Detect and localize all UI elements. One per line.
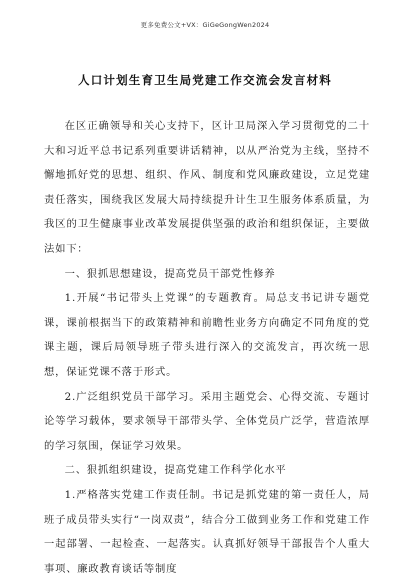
section-heading-2: 二、狠抓组织建设，提高党建工作科学化水平 [64, 464, 287, 477]
paragraph-2-1: 1.严格落实党建工作责任制。书记是抓党建的第一责任人，局班子成员带头实行“一岗双责”，结合分工做到业务工作和党建工作一起部署、一起检查、一起落实。认真抓好领导干部报告个人重大事项、廉政教育谈话等制度 [44, 488, 370, 575]
document-body [44, 114, 370, 581]
paragraph-intro: 在区正确领导和关心支持下，区计卫局深入学习贯彻党的二十大和习近平总书记系列重要讲话精神，以从严治党为主线，坚持不懈地抓好党的思想、组织、作风、制度和党风廉政建设，立足党建责任落实，围绕我区发展大局持续提升计生卫生服务体系质量，为我区的卫生健康事业改革发展提供坚强的政治和组织保证，主要做法如下： [44, 120, 370, 255]
paragraph-1-1: 1.开展“书记带头上党课”的专题教育。局总支书记讲专题党课，课前根据当下的政策精神和前瞻性业务方向确定不同角度的党课主题，课后局领导班子带头进行深入的交流发言，再次统一思想，保证党课不落于形式。 [44, 292, 370, 378]
document-title: 人口计划生育卫生局党建工作交流会发言材料 [78, 73, 332, 87]
header-note: 更多免费公文+VX：GiGeGongWen2024 [140, 21, 270, 29]
paragraph-1-2: 2.广泛组织党员干部学习。采用主题党会、心得交流、专题讨论等学习载体，要求领导干部带头学、全体党员广泛学，营造浓厚的学习氛围，保证学习效果。 [44, 390, 370, 452]
section-heading-1: 一、狠抓思想建设，提高党员干部党性修养 [64, 267, 276, 280]
